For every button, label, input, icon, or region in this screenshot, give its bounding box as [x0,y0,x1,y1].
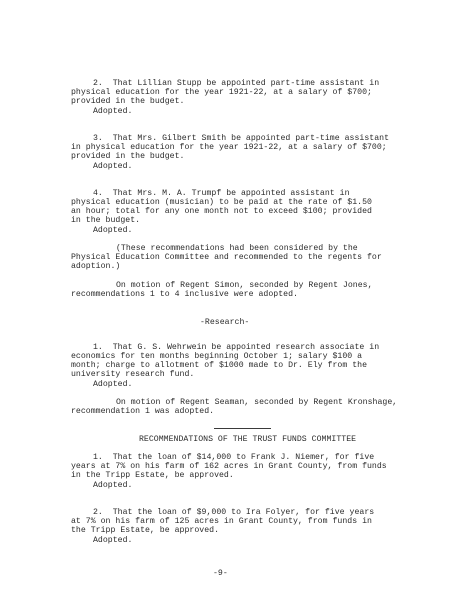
item-2-line-3: provided in the budget. [71,97,185,106]
item-2-line-2: physical education for the year 1921-22, at a salary of $700; [71,88,372,97]
motion-1-line-1: On motion of Regent Simon, seconded by Regent Jones, [116,281,373,290]
item-3-line-3: provided in the budget. [71,152,185,161]
research-item-line-1: 1. That G. S. Wehrwein be appointed research associate in [93,343,380,352]
page-number: -9- [213,569,228,578]
research-item-adopted: Adopted. [93,380,133,389]
trust-item-1-adopted: Adopted. [93,481,133,490]
trust-item-1-line-1: 1. That the loan of $14,000 to Frank J. Niemer, for five [93,453,375,462]
note-line-2: Physical Education Committee and recommended to the regents for [71,253,382,262]
research-item-line-2: economics for ten months beginning October 1; salary $100 a [71,352,363,361]
trust-item-1-line-3: in the Tripp Estate, be approved. [71,471,234,480]
trust-item-2-line-2: at 7% on his farm of 125 acres in Grant County, from funds in [71,517,372,526]
item-4-line-1: 4. That Mrs. M. A. Trumpf be appointed assistant in [93,189,350,198]
item-2-line-1: 2. That Lillian Stupp be appointed part-time assistant in [93,79,380,88]
heading-rule [214,428,271,429]
item-3-line-2: in physical education for the year 1921-22, at a salary of $700; [71,143,387,152]
note-line-1: (These recommendations had been considered by the [116,244,358,253]
trust-item-2-line-1: 2. That the loan of $9,000 to Ira Folyer, for five years [93,508,375,517]
item-2-adopted: Adopted. [93,107,133,116]
motion-1-line-2: recommendations 1 to 4 inclusive were adopted. [71,290,298,299]
motion-2-line-1: On motion of Regent Seaman, seconded by Regent Kronshage, [116,398,398,407]
research-item-line-3: month; charge to allotment of $1000 made to Dr. Ely from the [71,361,367,370]
item-4-line-2: physical education (musician) to be paid at the rate of $1.50 [71,198,372,207]
research-item-line-4: university research fund. [71,370,195,379]
research-heading: -Research- [200,318,250,327]
motion-2-line-2: recommendation 1 was adopted. [71,407,215,416]
trust-funds-heading: RECOMMENDATIONS OF THE TRUST FUNDS COMMITTEE [139,435,357,444]
item-3-adopted: Adopted. [93,162,133,171]
trust-item-2-adopted: Adopted. [93,536,133,545]
item-4-line-3: an hour; total for any one month not to exceed $100; provided [71,207,372,216]
item-4-adopted: Adopted. [93,226,133,235]
trust-item-2-line-3: the Tripp Estate, be approved. [71,526,219,535]
item-4-line-4: in the budget. [71,216,141,225]
note-line-3: adoption.) [71,262,121,271]
trust-item-1-line-2: years at 7% on his farm of 162 acres in Grant County, from funds [71,462,387,471]
item-3-line-1: 3. That Mrs. Gilbert Smith be appointed part-time assistant [93,134,389,143]
